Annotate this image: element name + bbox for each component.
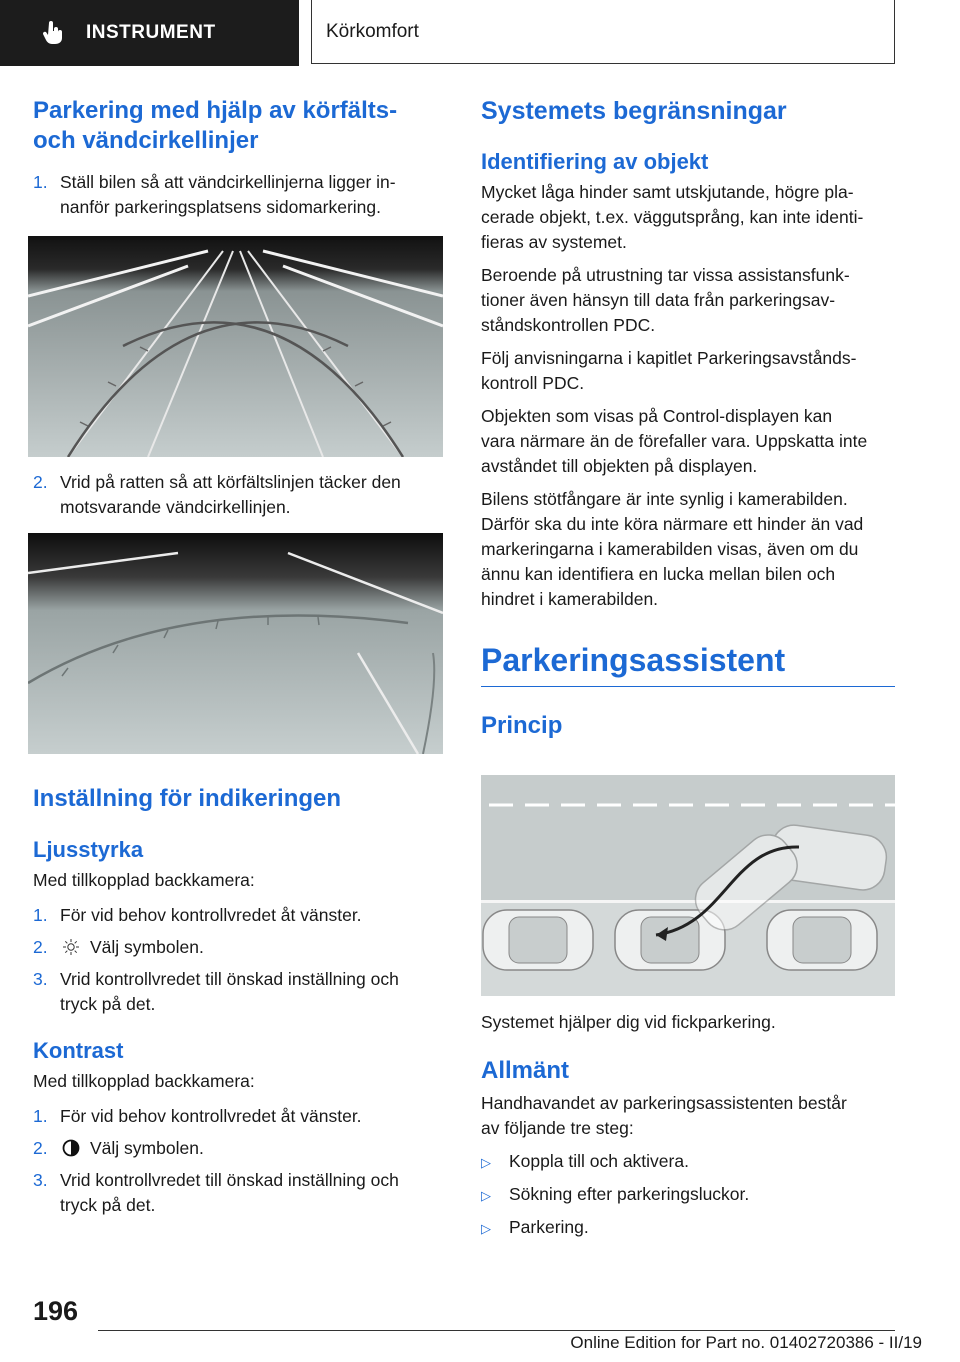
page-number: 196 [33,1296,79,1326]
bullet-item [481,1215,895,1241]
general-intro: Handhavandet av parkeringsassistenten består av följande tre steg: [481,1093,847,1138]
step-item [33,903,443,928]
bullet-text: Sökning efter parkeringsluckor. [509,1184,750,1204]
brightness-intro: Med tillkopplad backkamera: [33,870,255,890]
right-bottom [481,1010,895,1241]
heading-principle: Princip [481,712,563,739]
chapter-tab[interactable] [0,0,299,66]
bullet-item [481,1182,895,1208]
hand-pointer-icon [40,20,66,46]
paragraph: Objekten som visas på Control-displayen kan vara närmare än de förefaller vara. Uppskatta inte avståndet till objekten på displayen. [481,406,868,476]
chapter-label: INSTRUMENT [86,22,216,43]
step-text: Vrid kontrollvredet till önskad inställning och tryck på det. [60,969,399,1014]
parking-diagram [481,775,895,996]
step-item [33,1104,443,1129]
heading-parking-lines: Parkering med hjälp av körfälts- och vändcirkellinjer [33,97,398,154]
step-number: 3. [33,969,48,989]
heading-brightness: Ljusstyrka [33,837,144,862]
step-item [33,935,443,960]
heading-object-detection: Identifiering av objekt [481,149,709,174]
triangle-bullet-icon: ▷ [481,1188,491,1203]
parked-car [483,910,593,970]
bullet-item [481,1149,895,1175]
step-text: Ställ bilen så att vändcirkellinjerna ligger in- nanför parkeringsplatsens sidomarkering. [60,172,396,217]
bullet-text: Parkering. [509,1217,589,1237]
step-number: 2. [33,472,48,492]
step-number: 1. [33,905,48,925]
camera-image-turning-circle [28,533,443,754]
heading-parking-assistant: Parkeringsassistent [481,642,786,678]
edition-text: Online Edition for Part no. 01402720386 - II/19 [570,1333,922,1352]
contrast-icon [62,1139,80,1157]
left-column [33,96,443,220]
step-text-wrap [60,1136,443,1161]
step-item [33,1168,443,1218]
figure-caption: Systemet hjälper dig vid fickparkering. [481,1012,776,1032]
paragraph: Bilens stötfångare är inte synlig i kamerabilden. Därför ska du inte köra närmare ett hinder än vad markeringarna i kamerabilden visas, även om du ännu kan identifiera en lucka mellan bilen och hindret i kamerabilden. [481,489,864,609]
step-text: Välj symbolen. [90,1138,204,1158]
heading-general: Allmänt [481,1057,570,1084]
step-number: 2. [33,1138,48,1158]
step-number: 1. [33,1106,48,1126]
paragraph: Följ anvisningarna i kapitlet Parkeringsavstånds- kontroll PDC. [481,348,857,393]
sun-icon [62,938,80,956]
step-item [33,470,443,520]
heading-display-settings: Inställning för indikeringen [33,785,342,812]
step-item [33,967,443,1017]
heading-rule [481,686,895,687]
step-text: Välj symbolen. [90,937,204,957]
right-column [481,96,895,741]
left-step2 [33,470,443,520]
section-label: Körkomfort [326,20,419,42]
triangle-bullet-icon: ▷ [481,1221,491,1236]
step-number: 1. [33,172,48,192]
step-item [33,170,443,220]
step-number: 3. [33,1170,48,1190]
page-header [0,0,960,66]
step-text: För vid behov kontrollvredet åt vänster. [60,905,362,925]
step-text: För vid behov kontrollvredet åt vänster. [60,1106,362,1126]
left-settings [33,784,443,1218]
paragraph: Mycket låga hinder samt utskjutande, högre pla- cerade objekt, t.ex. väggutsprång, kan inte identi- fieras av systemet. [481,182,864,252]
paragraph: Beroende på utrustning tar vissa assistansfunk- tioner även hänsyn till data från parkeringsav- ståndskontrollen PDC. [481,265,850,335]
step-item [33,1136,443,1161]
heading-contrast: Kontrast [33,1038,124,1063]
bullet-text: Koppla till och aktivera. [509,1151,689,1171]
triangle-bullet-icon: ▷ [481,1155,491,1170]
step-number: 2. [33,937,48,957]
parked-car [767,910,877,970]
heading-limitations: Systemets begränsningar [481,97,787,125]
step-text: Vrid på ratten så att körfältslinjen täcker den motsvarande vändcirkellinjen. [60,472,401,517]
section-tab[interactable] [311,0,895,64]
contrast-intro: Med tillkopplad backkamera: [33,1071,255,1091]
step-text: Vrid kontrollvredet till önskad inställning och tryck på det. [60,1170,399,1215]
camera-image-lane-lines [28,236,443,457]
step-text-wrap [60,935,443,960]
